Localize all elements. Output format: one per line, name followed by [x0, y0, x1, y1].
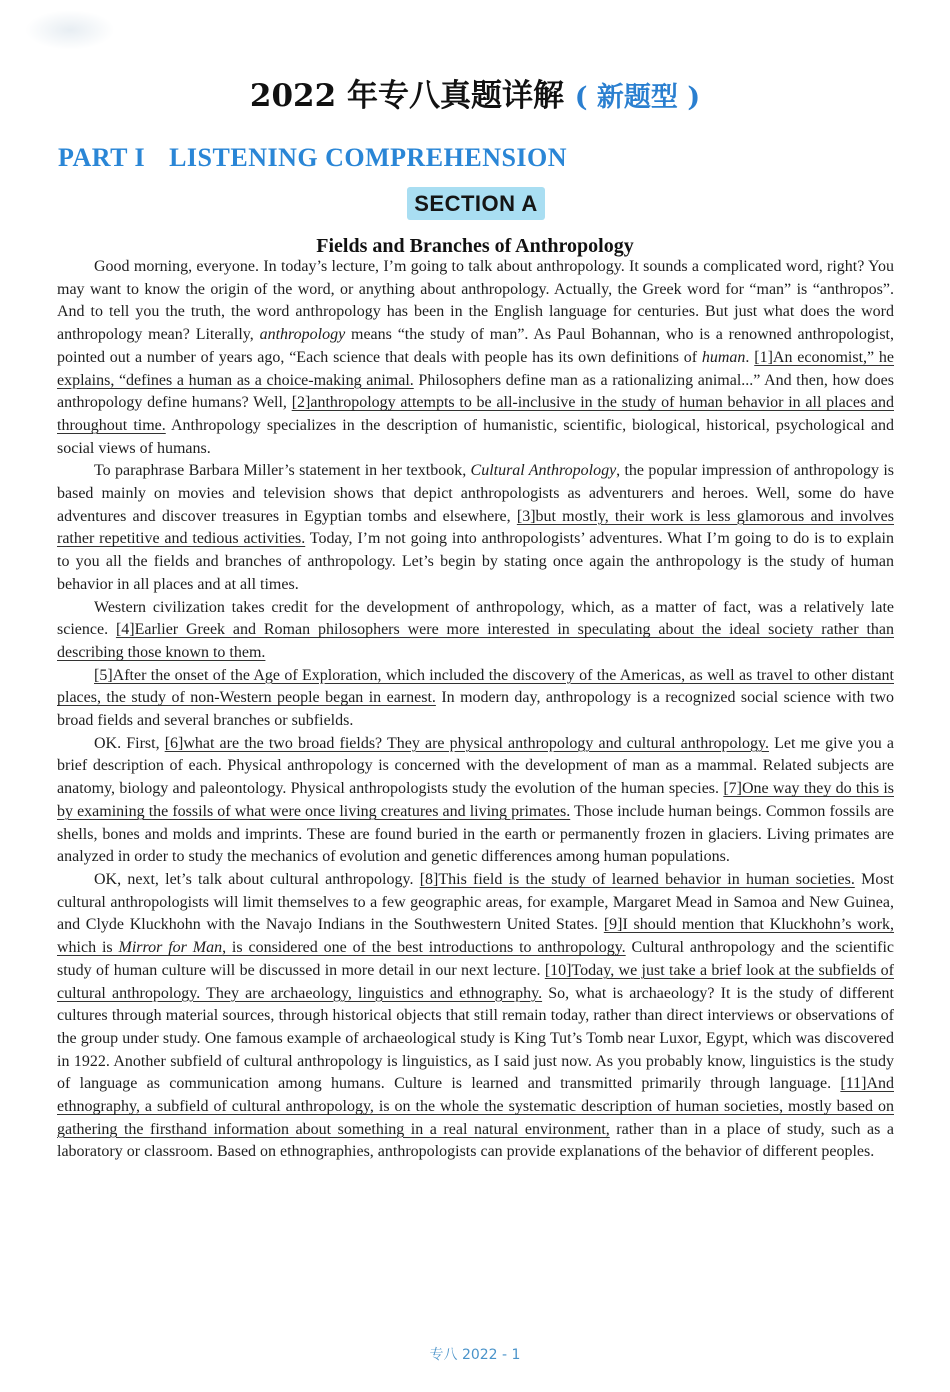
article-paragraph [57, 597, 894, 665]
paragraph-text: Most cultural anthropologists will limit themselves to a few geographic areas, for example, Margaret Mead in Samoa and New Guinea, and Clyde Kluckhohn with the Navajo Indians in the Southwestern United States. [57, 870, 894, 934]
paragraph-text: anthropology [259, 326, 346, 344]
paragraph-text: . [745, 348, 755, 366]
page-title-text: 2022 年专八真题详解 [249, 78, 564, 114]
underlined-answer-text: [8]This field is the study of learned behavior in human societies. [419, 870, 855, 888]
paragraph-text: Cultural anthropology and the scientific study of human culture will be discussed in more detail in our next lecture. [57, 939, 895, 979]
underlined-answer-text: [3]but mostly, their work is less glamorous and involves rather repetitive and tedious activities. [57, 507, 894, 548]
part-heading [58, 143, 567, 173]
underlined-answer-text: [10]Today, we just take a brief look at the subfields of cultural anthropology. They are archaeology, linguistics and ethnography. [57, 961, 894, 1002]
article-body [57, 256, 894, 1164]
underlined-answer-text: , is considered one of the best introductions to anthropology. [222, 939, 626, 957]
article-paragraph [57, 256, 894, 460]
paragraph-text: Western civilization takes credit for the development of anthropology, which, as a matter of fact, was a relatively late science. [57, 598, 894, 639]
paragraph-text: So, what is archaeology? It is the study of different cultures through material sources, through historical objects that still remain today, rather than direct interviews or observations of the group under study. One famous example of archaeological study is King Tut’s Tomb near Luxor, Egypt, which was discovered in 1922. Another subfield of cultural anthropology is linguistics, as I said just now. As you probably know, linguistics is the study of language as communication among humans. Culture is learned and transmitted primarily through language. [57, 984, 895, 1093]
part-number: PART I [58, 143, 146, 172]
page-title [0, 70, 950, 115]
part-name: LISTENING COMPREHENSION [169, 143, 568, 172]
paragraph-text: In modern day, anthropology is a recognized social science with two broad fields and several branches or subfields. [57, 689, 894, 730]
article-paragraph [57, 869, 894, 1164]
paragraph-text: Philosophers define man as a rationalizing animal...” And then, how does anthropology define humans? Well, [57, 371, 895, 412]
underlined-answer-text: Mirror for Man [118, 939, 223, 957]
page-footer: 专八 2022 - 1 [429, 1347, 521, 1363]
underlined-answer-text: [5]After the onset of the Age of Exploration, which included the discovery of the Americas, as well as travel to other distant places, the study of non-Western people began in earnest. [57, 666, 894, 707]
paragraph-text: Let me give you a brief description of each. Physical anthropology is concerned with the development of man as a mammal. Related subjects are anatomy, biology and paleontology. Physical anthropologists study the evolution of the human species. [57, 734, 895, 798]
underlined-answer-text: [9]I should mention that Kluckhohn’s work, which is [57, 916, 895, 957]
paragraph-text: means “the study of man”. As Paul Bohannan, who is a renowned anthropologist, pointed out a number of years ago, “Each science that deals with people has its own definitions of [57, 326, 894, 366]
paragraph-text: OK. First, [94, 734, 165, 752]
paragraph-text: Those include human beings. Common fossils are shells, bones and molds and imprints. These are found buried in the earth or permanently frozen in glaciers. Living primates are analyzed in order to study the mechanics of evolution and genetic differences among human populations. [57, 802, 894, 866]
underlined-answer-text: [2]anthropology attempts to be all-inclusive in the study of human behavior in all places and throughout time. [57, 394, 894, 434]
paragraph-text: Today, I’m not going into anthropologists’ adventures. What I’m going to do is to explain to you all the fields and branches of anthropology. Let’s begin by stating once again the anthropology is the study of human behavior in all places and at all times. [57, 530, 895, 593]
underlined-answer-text: [7]One way they do this is by examining the fossils of what were once living creatures and living primates. [57, 780, 894, 820]
article-paragraph [57, 733, 894, 869]
paragraph-text: To paraphrase Barbara Miller’s statement in her textbook, [94, 462, 471, 480]
paragraph-text: , the popular impression of anthropology is based mainly on movies and television shows that depict anthropologists as adventurers and heroes. Well, some do have adventures and discover treasures in Egyptian tombs and elsewhere, [57, 462, 895, 525]
underlined-answer-text: [11]And ethnography, a subfield of cultural anthropology, is on the whole the systematic description of human societies, mostly based on gathering the firsthand information about something in a real natural environment, [57, 1075, 894, 1138]
paragraph-text: human [701, 348, 746, 366]
article-title: Fields and Branches of Anthropology [316, 235, 634, 257]
paragraph-text: Anthropology specializes in the description of humanistic, scientific, biological, historical, psychological and social views of humans. [57, 416, 894, 457]
paragraph-text: rather than in a place of study, such as a laboratory or classroom. Based on ethnographies, anthropologists can provide explanations of the behavior of different peoples. [57, 1120, 894, 1161]
article-paragraph [57, 665, 894, 733]
underlined-answer-text: [4]Earlier Greek and Roman philosophers were more interested in speculating about the ideal society rather than describing those known to them. [57, 621, 895, 661]
scan-smudge [25, 10, 115, 50]
paragraph-text: Cultural Anthropology [470, 462, 617, 480]
underlined-answer-text: [1]An economist,” he explains, “defines a human as a choice-making animal. [57, 348, 895, 389]
page-title-subtitle: ( 新题型 ) [574, 82, 701, 113]
paragraph-text: Good morning, everyone. In today’s lecture, I’m going to talk about anthropology. It sounds a complicated word, right? You may want to know the origin of the word, or anything about anthropology. Actually, the Greek word for “man” is “anthropos”. And to tell you the truth, the word anthropology has been in the English language for centuries. But just what does the word anthropology mean? Literally, [57, 258, 894, 344]
paragraph-text: OK, next, let’s talk about cultural anthropology. [94, 870, 420, 888]
section-badge: SECTION A [407, 187, 545, 220]
underlined-answer-text: [6]what are the two broad fields? They are physical anthropology and cultural anthropology. [164, 734, 769, 752]
article-paragraph [57, 460, 894, 596]
